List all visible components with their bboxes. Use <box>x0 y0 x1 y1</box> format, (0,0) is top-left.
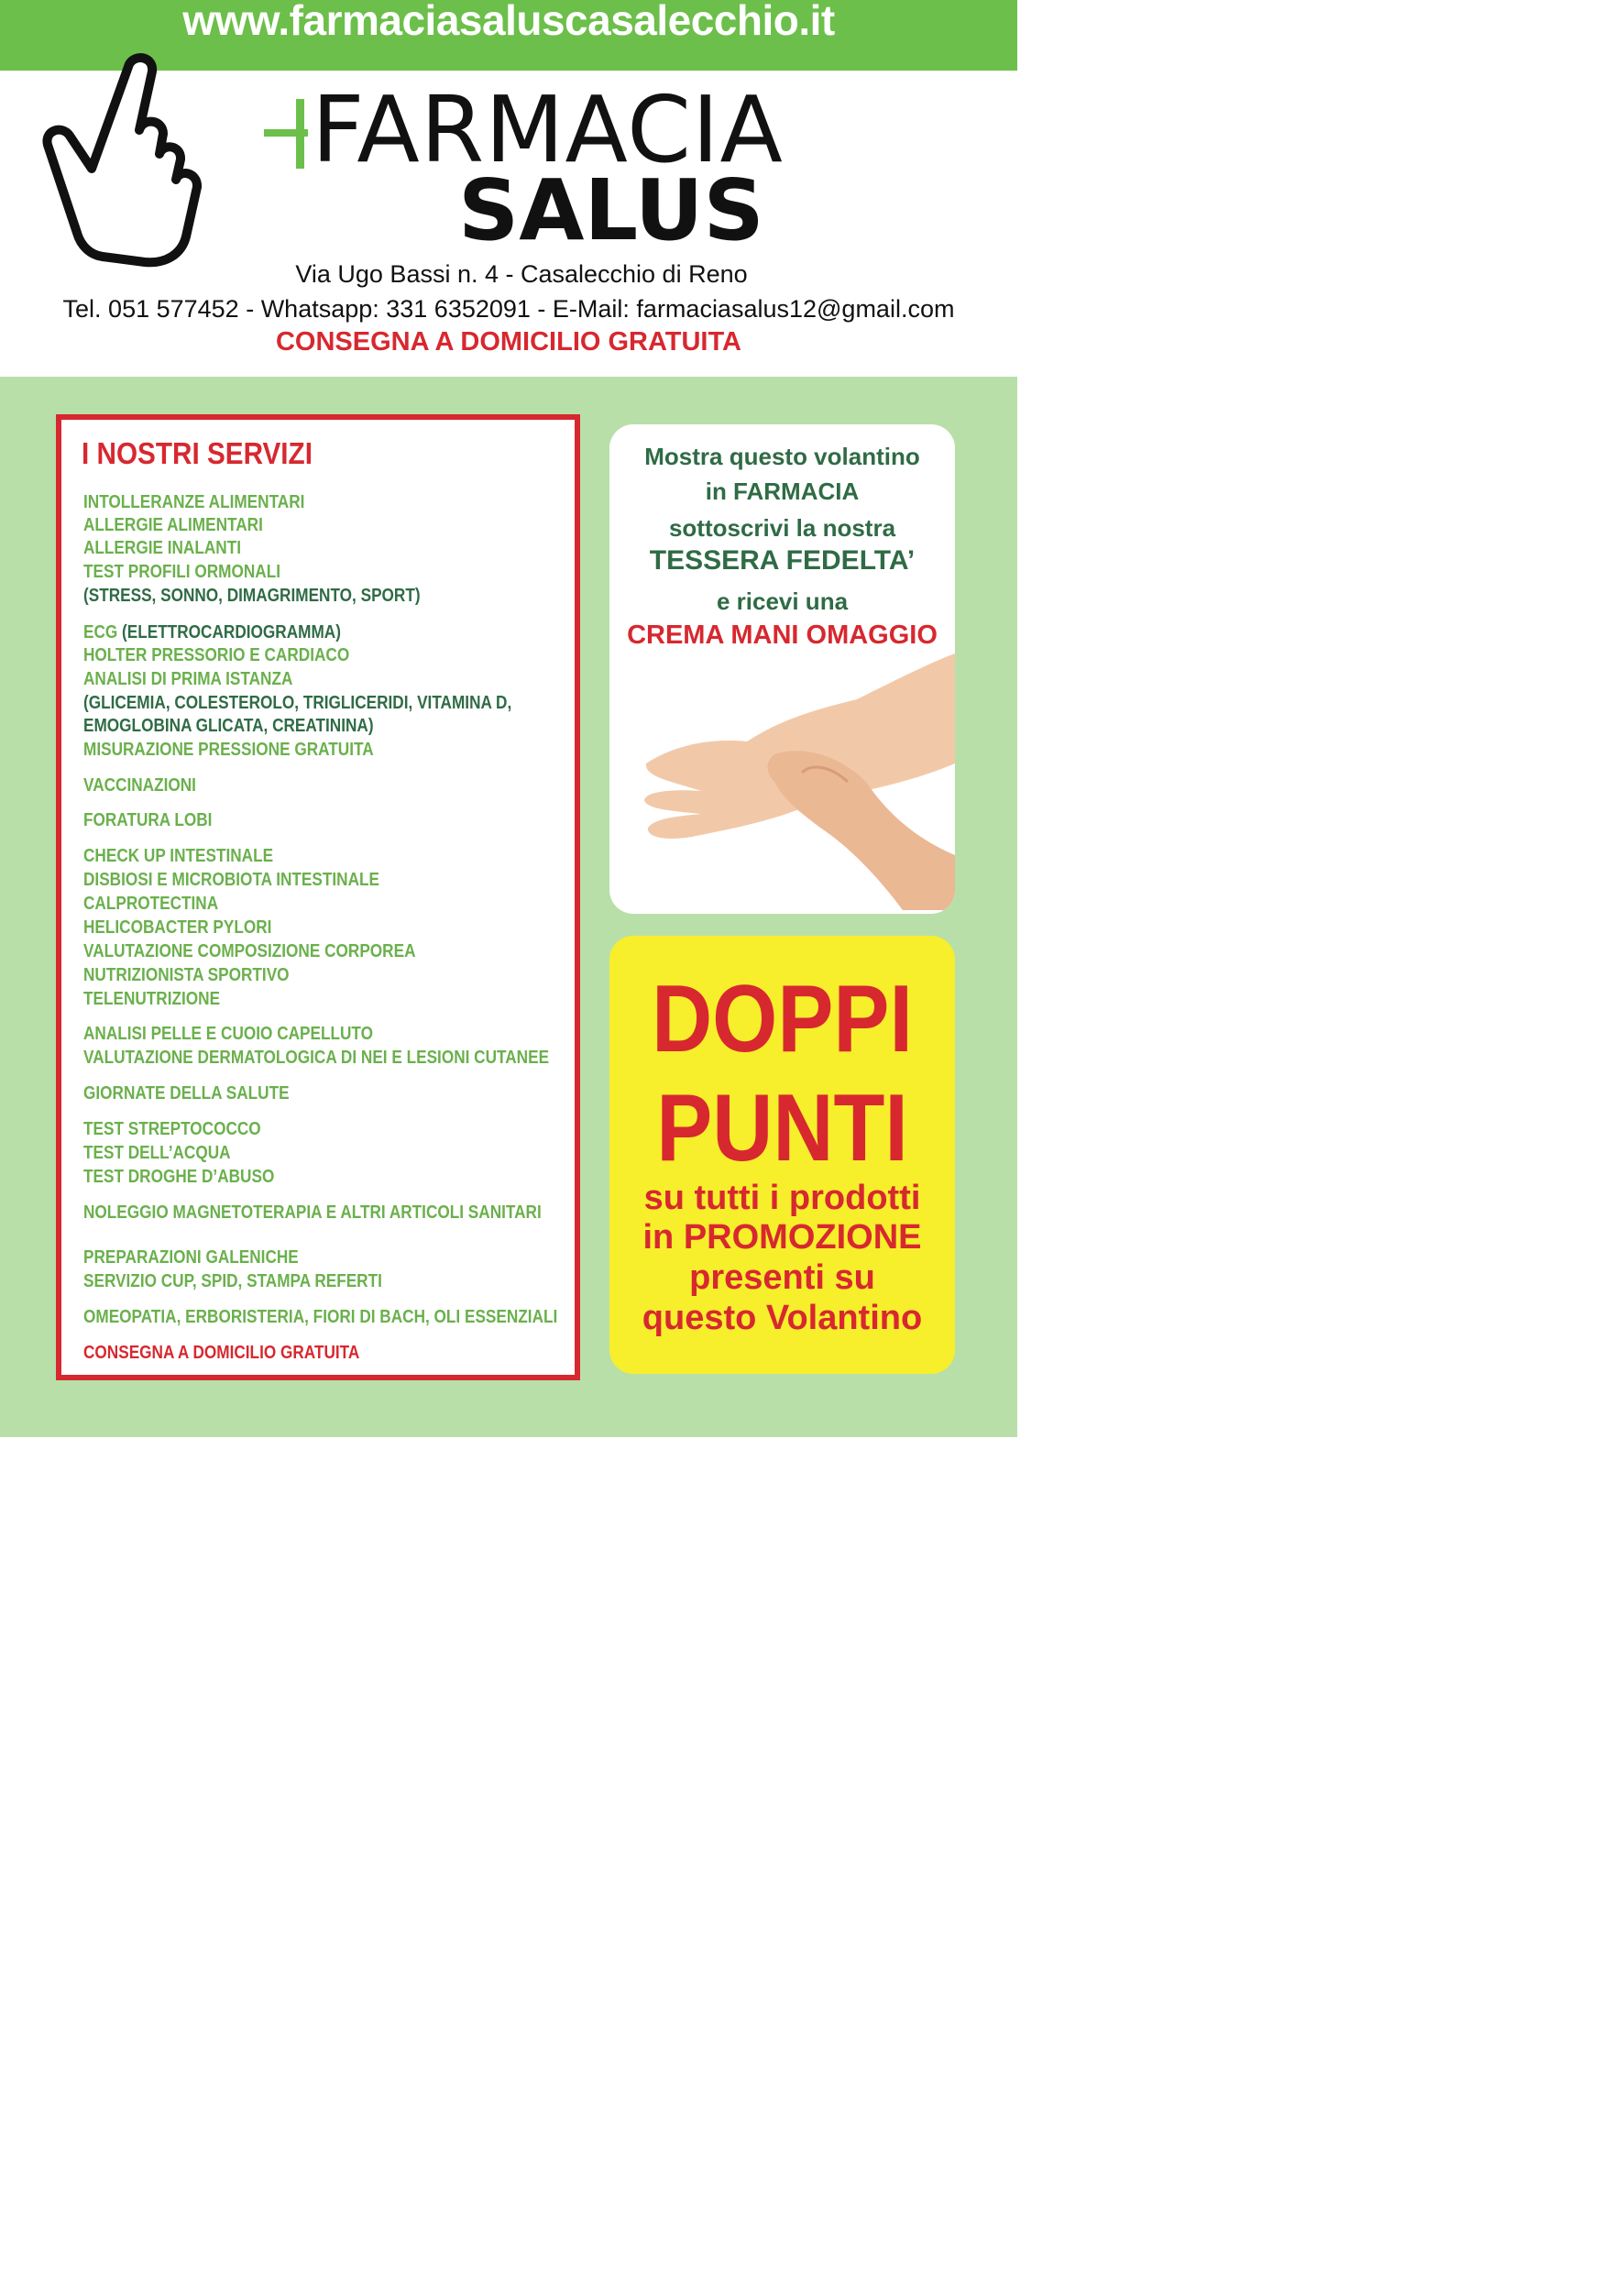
website-url[interactable]: www.farmaciasaluscasalecchio.it <box>182 0 835 44</box>
service-item: FORATURA LOBI <box>83 810 213 830</box>
service-item: TEST STREPTOCOCCO <box>83 1119 261 1139</box>
service-item: VACCINAZIONI <box>83 775 196 796</box>
service-item: CONSEGNA A DOMICILIO GRATUITA <box>83 1343 360 1363</box>
service-item: NUTRIZIONISTA SPORTIVO <box>83 965 290 985</box>
service-item: TEST DROGHE D’ABUSO <box>83 1167 275 1187</box>
service-item: TELENUTRIZIONE <box>83 989 221 1009</box>
service-item: ANALISI DI PRIMA ISTANZA <box>83 669 293 689</box>
service-item: (GLICEMIA, COLESTEROLO, TRIGLICERIDI, VITAMINA D, <box>83 693 512 713</box>
points-headline: DOPPI <box>652 966 913 1072</box>
service-item: PREPARAZIONI GALENICHE <box>83 1247 299 1268</box>
service-item: ANALISI PELLE E CUOIO CAPELLUTO <box>83 1024 373 1044</box>
service-item-ecg <box>83 621 341 644</box>
double-points-card <box>609 936 955 1374</box>
loyalty-card-promo <box>609 424 955 914</box>
promo-line: TESSERA FEDELTA’ <box>649 545 916 576</box>
service-item: (STRESS, SONNO, DIMAGRIMENTO, SPORT) <box>83 586 421 606</box>
service-item: ALLERGIE ALIMENTARI <box>83 515 263 535</box>
service-item: ALLERGIE INALANTI <box>83 538 241 558</box>
promo-line: in FARMACIA <box>705 478 860 505</box>
promo-line: e ricevi una <box>716 587 849 615</box>
contacts: Tel. 051 577452 - Whatsapp: 331 6352091 - E-Mail: farmaciasalus12@gmail.com <box>62 295 955 323</box>
service-item: (ELETTROCARDIOGRAMMA) <box>122 622 341 642</box>
service-item: EMOGLOBINA GLICATA, CREATININA) <box>83 716 374 736</box>
service-item: INTOLLERANZE ALIMENTARI <box>83 492 305 512</box>
services-panel <box>56 414 580 1380</box>
pointing-hand-icon <box>37 44 220 269</box>
service-item: TEST DELL’ACQUA <box>83 1143 231 1163</box>
service-item: CALPROTECTINA <box>83 894 219 914</box>
pharmacy-cross-icon <box>264 99 308 169</box>
service-item: NOLEGGIO MAGNETOTERAPIA E ALTRI ARTICOLI SANITARI <box>83 1202 542 1223</box>
points-line: presenti su <box>689 1258 875 1297</box>
points-line: questo Volantino <box>642 1299 923 1337</box>
service-item: ECG <box>83 622 118 642</box>
promo-line: Mostra questo volantino <box>644 443 920 470</box>
points-headline: PUNTI <box>656 1075 908 1181</box>
service-item: MISURAZIONE PRESSIONE GRATUITA <box>83 740 374 760</box>
promo-line: sottoscrivi la nostra <box>668 514 896 542</box>
logo-farmacia: FARMACIA <box>312 76 784 183</box>
points-line: su tutti i prodotti <box>643 1179 921 1217</box>
delivery-banner: CONSEGNA A DOMICILIO GRATUITA <box>275 327 741 357</box>
service-item: TEST PROFILI ORMONALI <box>83 562 280 582</box>
hands-cream-image <box>637 653 955 910</box>
service-item: HOLTER PRESSORIO E CARDIACO <box>83 645 350 665</box>
service-item: SERVIZIO CUP, SPID, STAMPA REFERTI <box>83 1271 382 1291</box>
address: Via Ugo Bassi n. 4 - Casalecchio di Reno <box>295 260 748 288</box>
service-item: GIORNATE DELLA SALUTE <box>83 1083 290 1104</box>
service-item: DISBIOSI E MICROBIOTA INTESTINALE <box>83 870 379 890</box>
service-item: OMEOPATIA, ERBORISTERIA, FIORI DI BACH, OLI ESSENZIALI <box>83 1307 558 1327</box>
service-item: VALUTAZIONE COMPOSIZIONE CORPOREA <box>83 941 416 961</box>
logo-salus: SALUS <box>458 161 764 259</box>
services-title: I NOSTRI SERVIZI <box>82 436 313 470</box>
service-item: VALUTAZIONE DERMATOLOGICA DI NEI E LESIONI CUTANEE <box>83 1048 550 1068</box>
points-line: in PROMOZIONE <box>642 1218 922 1257</box>
service-item: HELICOBACTER PYLORI <box>83 917 272 938</box>
service-item: CHECK UP INTESTINALE <box>83 846 274 866</box>
promo-line: CREMA MANI OMAGGIO <box>627 620 938 650</box>
